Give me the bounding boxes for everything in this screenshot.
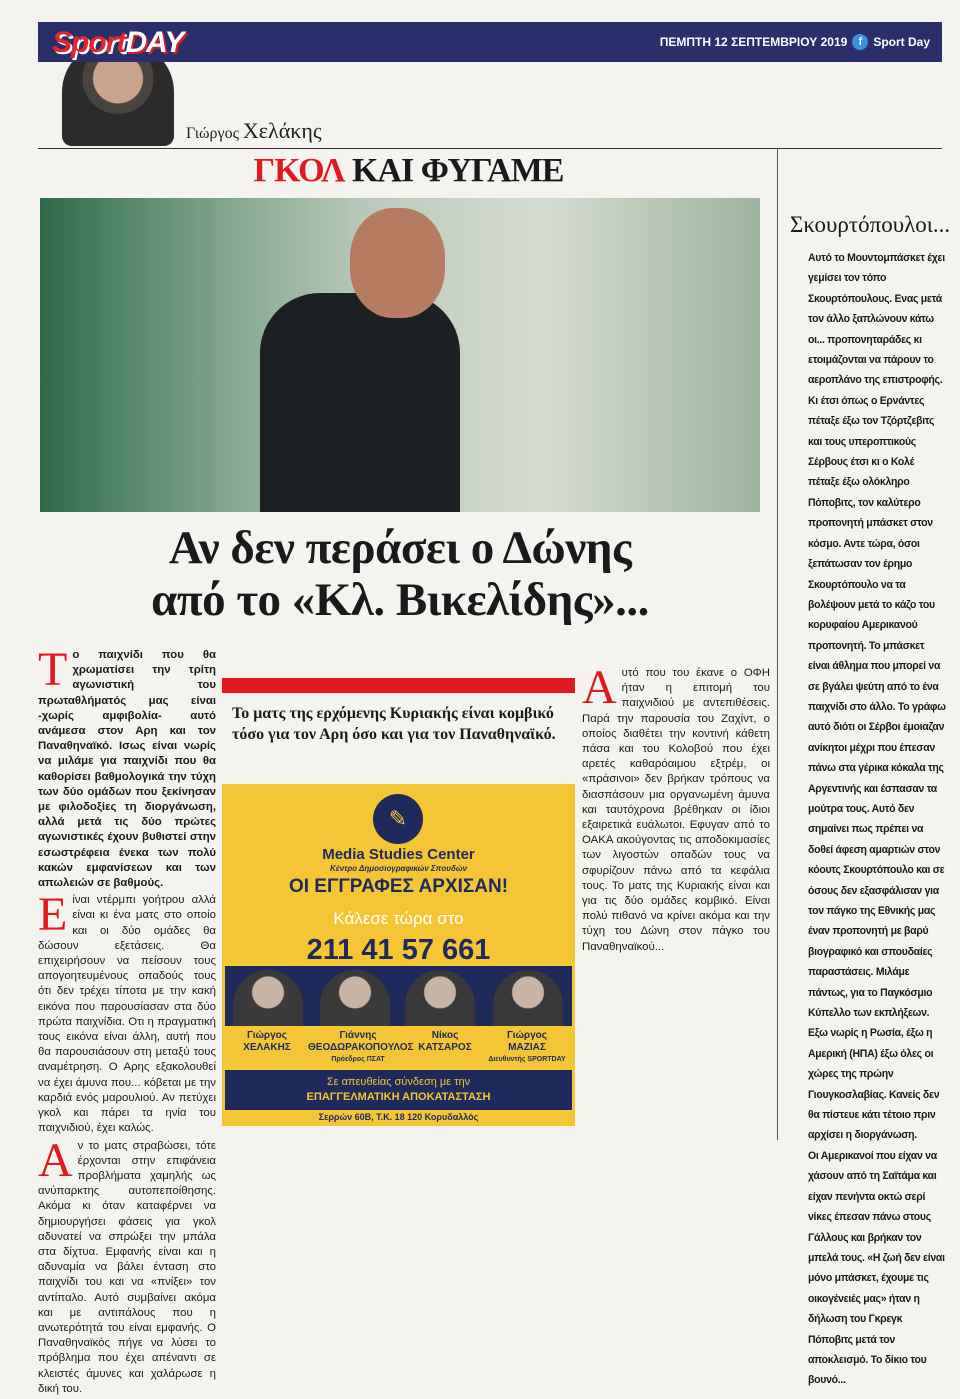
article-headline: Αν δεν περάσει ο Δώνης από το «Κλ. Βικελίδης»... xyxy=(151,522,649,626)
column-kicker: ΓΚΟΛ ΚΑΙ ΦΥΓΑΜΕ xyxy=(253,152,564,189)
person-name: Νίκος ΚΑΤΣΑΡΟΣ xyxy=(418,1030,472,1053)
media-center-logo-icon: ✎ xyxy=(373,794,423,844)
advertisement[interactable]: ✎ Media Studies Center Κέντρο Δημοσιογραφικών Σπουδών ΟΙ ΕΓΓΡΑΦΕΣ ΑΡΧΙΣΑΝ! Κάλεσε τώρα στο 211 41 57 661 Γιώργος ΧΕΛΑΚΗΣ Γιάννης ΘΕΟΔΩΡΑΚΟΠΟΥΛΟΣ Πρόεδρος ΠΣΑΤ Νίκος ΚΑΤΣΑΡΟΣ Γιώργος ΜΑΖΙΑΣ Διευθυντής SPORTDAY Σε απευθείας σύνδεση με την ΕΠΑΓΓΕΛΜΑΤΙΚΗ ΑΠΟΚΑΤΑΣΤΑΣΗ Σερρών 60Β, Τ.Κ. 18 120 Κορυδαλλός xyxy=(222,784,575,1126)
sidebar-title: Σκουρτόπουλοι... xyxy=(790,212,951,237)
article-photo xyxy=(40,198,760,512)
column-divider xyxy=(777,148,778,1140)
person-name: Γιάννης ΘΕΟΔΩΡΑΚΟΠΟΥΛΟΣ Πρόεδρος ΠΣΑΤ xyxy=(308,1030,414,1063)
drop-cap: Ε xyxy=(38,888,68,942)
divider xyxy=(38,148,942,149)
portrait xyxy=(405,970,475,1026)
drop-cap: Τ xyxy=(38,643,68,696)
portrait xyxy=(233,970,303,1026)
article-column-1: Το παιχνίδι που θα χρωματίσει την τρίτη αγωνιστική του πρωταθλήματός μας είναι -χωρίς αμφιβολία- αυτό ανάμεσα στον Αρη και τον Παναθηναϊκό. Ισως είναι νωρίς να μιλάμε για παιχνίδι που θα καθορίσει βαθμολογικά την τύχη των δύο ομάδων που ξεκίνησαν με φιλοδοξίες τη διοργάνωση, αλλά μετά τις δύο πρώτες αγωνιστικές έχουν βυθιστεί στην εσωστρέφεια ένεκα των πολύ κακών εμφανίσεων και των απωλειών σε βαθμούς. Είναι ντέρμπι γοήτρου αλλά είναι κι ένα ματς στο οποίο και οι δύο ομάδες θα δώσουν εξετάσεις. Θα επιχειρήσουν να πείσουν τους απογοητευμένους οπαδούς τους ότι δεν τρέχει τίποτα με την κακή εικόνα που παρουσίασαν στα δύο πρώτα παιχνίδια. Οτι η πραγματική τους εικόνα είναι άλλη, αυτή που θα παρουσιάσουν στη μεταξύ τους αναμέτρηση. Ο Αρης εξακολουθεί να έχει άμυνα που... κόβεται με την καρδιά ενός μαρουλιού. Αν πετύχει γκολ και πάρει τα ηνία του παιχνιδιού, έχει καλώς. Αν το ματς στραβώσει, τότε έρχονται στην επιφάνεια προβλήματα χαμηλής ως ανύπαρκτης αυτοπεποίθησης. Ακόμα κι όταν καταφέρνει να δημιουργήσει φάσεις για γκολ αδυνατεί να σπρώξει την μπάλα στα δίχτυα. Εμφανής είναι και η αδυναμία να βάλει ένταση στο παιχνίδι του και να «πνίξει» τον αντίπαλο. Αυτό συμβαίνει ακόμα και με αντιπάλους που η ανωτερότητά του είναι εμφανής. Ο Παναθηναϊκός πήγε να λύσει το πρόβλημα που έχει απέναντι σε κλειστές άμυνες και χαλάρωσε η δική του. xyxy=(38,643,216,1395)
portrait xyxy=(320,970,390,1026)
ad-portraits xyxy=(225,966,572,1026)
facebook-icon[interactable]: f xyxy=(852,34,868,50)
author-byline: Γιώργος Χελάκης xyxy=(186,118,322,143)
masthead-bar xyxy=(38,22,942,62)
coach-head xyxy=(350,208,445,318)
drop-cap: Α xyxy=(582,661,617,714)
sidebar-body: Αυτό το Μουντομπάσκετ έχει γεμίσει τον τόπο Σκουρτόπουλους. Ενας μετά τον άλλο ξαπλώνουν κάτω οι... προπονηταράδες κι ετοιμάζονται να πάρουν το αεροπλάνο της επιστροφής. Κι έτσι όπως ο Ερνάντες πέταξε έξω τον Τζόρτζεβιτς και τους υπεροπτικούς Σέρβους έτσι κι ο Κολέ πέταξε έξω ολόκληρο Πόποβιτς, τον καλύτερο προπονητή μπάσκετ στον κόσμο. Αντε τώρα, όσοι ξεπάτωσαν τον έρημο Σκουρτόπουλο να τα βολέψουν μετά το κάζο του κορυφαίου Αμερικανού προπονητή. Το μπάσκετ είναι άθλημα που μπορεί να σε βγάλει ψεύτη από το ένα παιχνίδι στο άλλο. Το γράφω αυτό διότι οι Σέρβοι έμοιαζαν ανίκητοι μέχρι που έπεσαν πάνω στα γέρικα κόκαλα της Αργεντινής και έσπασαν τα μούτρα τους. Αυτό δεν σημαίνει πως πρέπει να δοθεί άφεση αμαρτιών στον κόουτς Σκουρτόπουλο και σε όσους δεν εξασφάλισαν για τον πάγκο της Εθνικής μας έναν προπονητή με βαρύ βιογραφικό και σπουδαίες παραστάσεις. Μιλάμε πάντως, για το Παγκόσμιο Κύπελλο των εκπλήξεων. Εξω νωρίς η Ρωσία, έξω η Αμερική (ΗΠΑ) έξω όλες οι χώρες της πρώην Γιουγκοσλαβίας. Κανείς δεν θα πίστευε κάτι τέτοιο πριν αρχίσει η διοργάνωση. Οι Αμερικανοί που είχαν να χάσουν από τη Σαϊτάμα και είχαν πενήντα οκτώ σερί νίκες έπεσαν πάνω στους Γάλλους και βρήκαν τον μπελά τους. «Η ζωή δεν είναι μόνο μπάσκετ, έχουμε τις οικογένειές μας» ήταν η δήλωση του Γκρεγκ Πόποβιτς μετά τον αποκλεισμό. Το δίκιο του βουνό... xyxy=(808,252,946,1387)
ad-phone[interactable]: 211 41 57 661 xyxy=(306,934,491,966)
coach-figure xyxy=(260,293,460,512)
facebook-label[interactable]: Sport Day xyxy=(873,35,930,49)
sportday-logo[interactable]: SportDAY xyxy=(52,26,184,59)
article-column-3: Αυτό που του έκανε ο ΟΦΗ ήταν η επιτομή του παιχνιδιού με αντεπιθέσεις. Παρά την παρουσία του Ζαχίντ, ο οποίος διαθέτει την κοντινή κάθετη πάσα και του Κολοβού που έχει αρετές καθαρόαιμου εξτρέμ, οι «πράσινοι» δεν βρήκαν τρόπους να διασπάσουν μια οργανωμένη άμυνα και ταυτόχρονα βρέθηκαν οι ίδιοι εξαιρετικά ευάλωτοι. Εφυγαν από το ΟΑΚΑ ακούγοντας τις αποδοκιμασίες των λιγοστών οπαδών τους να σφυρίζουν πάνω από τα κεφάλια τους. Το ματς της Κυριακής είναι και για τις δύο ομάδες κομβικό. Είναι πολύ πιθανό να κρίνει ακόμα και την τύχη του Δώνη στον πάγκο του Παναθηναϊκού... xyxy=(582,661,770,953)
pullquote-bar xyxy=(222,678,575,693)
pullquote: Το ματς της ερχόμενης Κυριακής είναι κομβικό τόσο για τον Αρη όσο και για τον Παναθηναϊκό. xyxy=(232,705,556,743)
issue-date xyxy=(660,34,930,50)
date-text: ΠΕΜΠΤΗ 12 ΣΕΠΤΕΜΒΡΙΟΥ 2019 xyxy=(659,35,848,49)
portrait xyxy=(493,970,563,1026)
person-name: Γιώργος ΧΕΛΑΚΗΣ xyxy=(243,1030,291,1053)
drop-cap: Α xyxy=(38,1133,73,1187)
person-name: Γιώργος ΜΑΖΙΑΣ Διευθυντής SPORTDAY xyxy=(488,1030,566,1063)
